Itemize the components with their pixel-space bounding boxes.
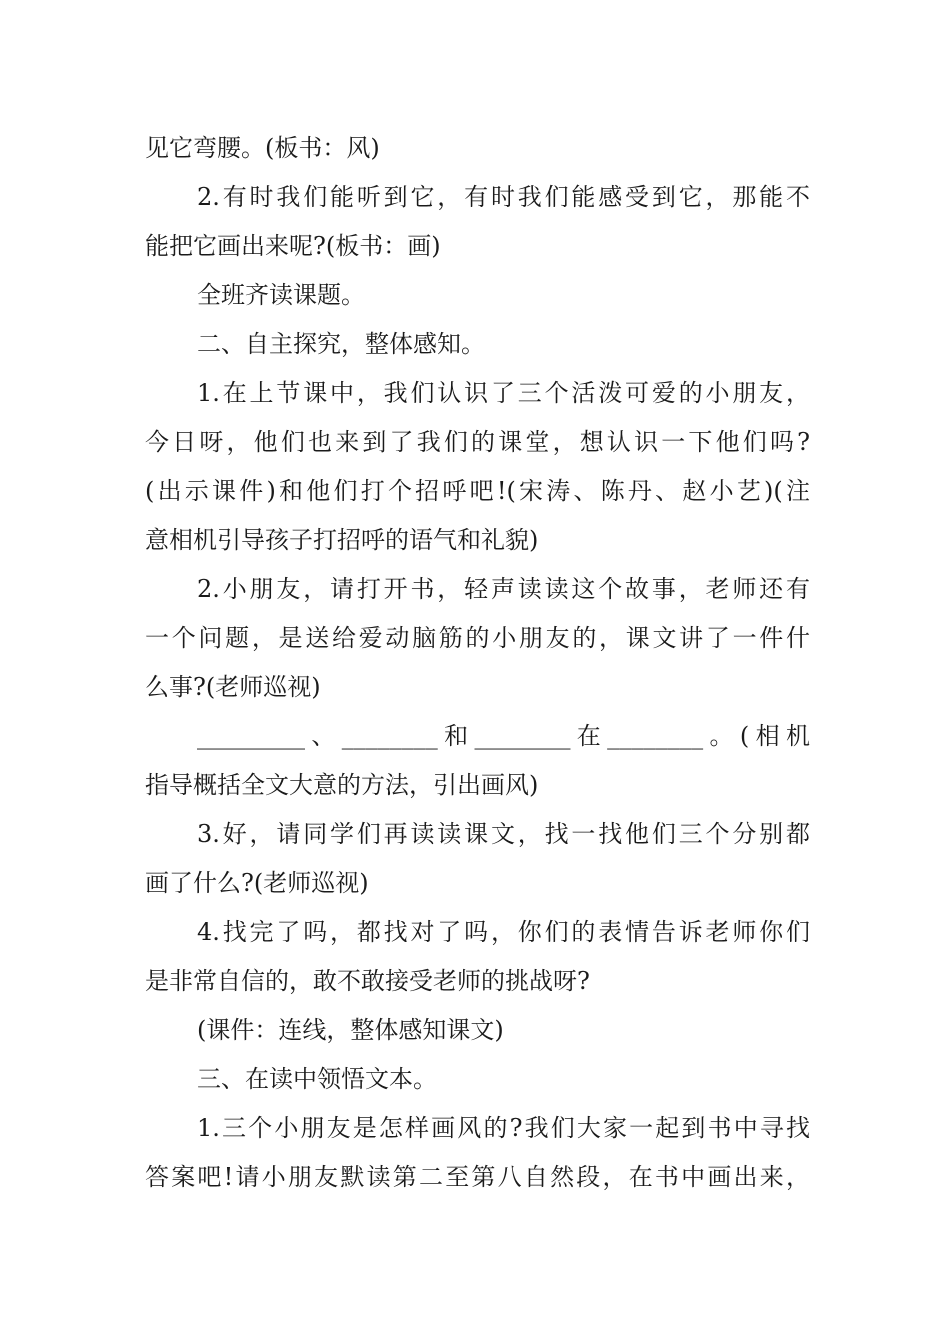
paragraph-line: 画了什么?(老师巡视) xyxy=(145,869,369,897)
paragraph-line: (出示课件)和他们打个招呼吧!(宋涛、陈丹、赵小艺)(注 xyxy=(145,477,810,505)
paragraph-line: 三、在读中领悟文本。 xyxy=(197,1065,437,1093)
paragraph-line: 一个问题，是送给爱动脑筋的小朋友的，课文讲了一件什 xyxy=(145,624,810,652)
paragraph-line: 答案吧!请小朋友默读第二至第八自然段，在书中画出来， xyxy=(145,1163,810,1191)
paragraph-line: 1.三个小朋友是怎样画风的?我们大家一起到书中寻找 xyxy=(197,1114,810,1142)
paragraph-line: 能把它画出来呢?(板书：画) xyxy=(145,232,441,260)
paragraph-line: 是非常自信的，敢不敢接受老师的挑战呀? xyxy=(145,967,590,995)
paragraph-line: 意相机引导孩子打招呼的语气和礼貌) xyxy=(145,526,539,554)
document-body xyxy=(145,124,810,1202)
paragraph-line: 么事?(老师巡视) xyxy=(145,673,321,701)
paragraph-line: 指导概括全文大意的方法，引出画风) xyxy=(145,771,539,799)
paragraph-line: 1.在上节课中，我们认识了三个活泼可爱的小朋友， xyxy=(197,379,810,407)
paragraph-line: (课件：连线，整体感知课文) xyxy=(197,1016,504,1044)
paragraph-line: 全班齐读课题。 xyxy=(197,281,365,309)
paragraph-line: 4.找完了吗，都找对了吗，你们的表情告诉老师你们 xyxy=(197,918,810,946)
paragraph-line: 2.小朋友，请打开书，轻声读读这个故事，老师还有 xyxy=(197,575,810,603)
paragraph-line: 二、自主探究，整体感知。 xyxy=(197,330,485,358)
paragraph-line: 今日呀，他们也来到了我们的课堂，想认识一下他们吗? xyxy=(145,428,810,456)
paragraph-line: 见它弯腰。(板书：风) xyxy=(145,134,380,162)
paragraph-line: _________、________和________在________。(相机 xyxy=(197,722,810,750)
paragraph-line: 3.好，请同学们再读读课文，找一找他们三个分别都 xyxy=(197,820,810,848)
paragraph-line: 2.有时我们能听到它，有时我们能感受到它，那能不 xyxy=(197,183,810,211)
